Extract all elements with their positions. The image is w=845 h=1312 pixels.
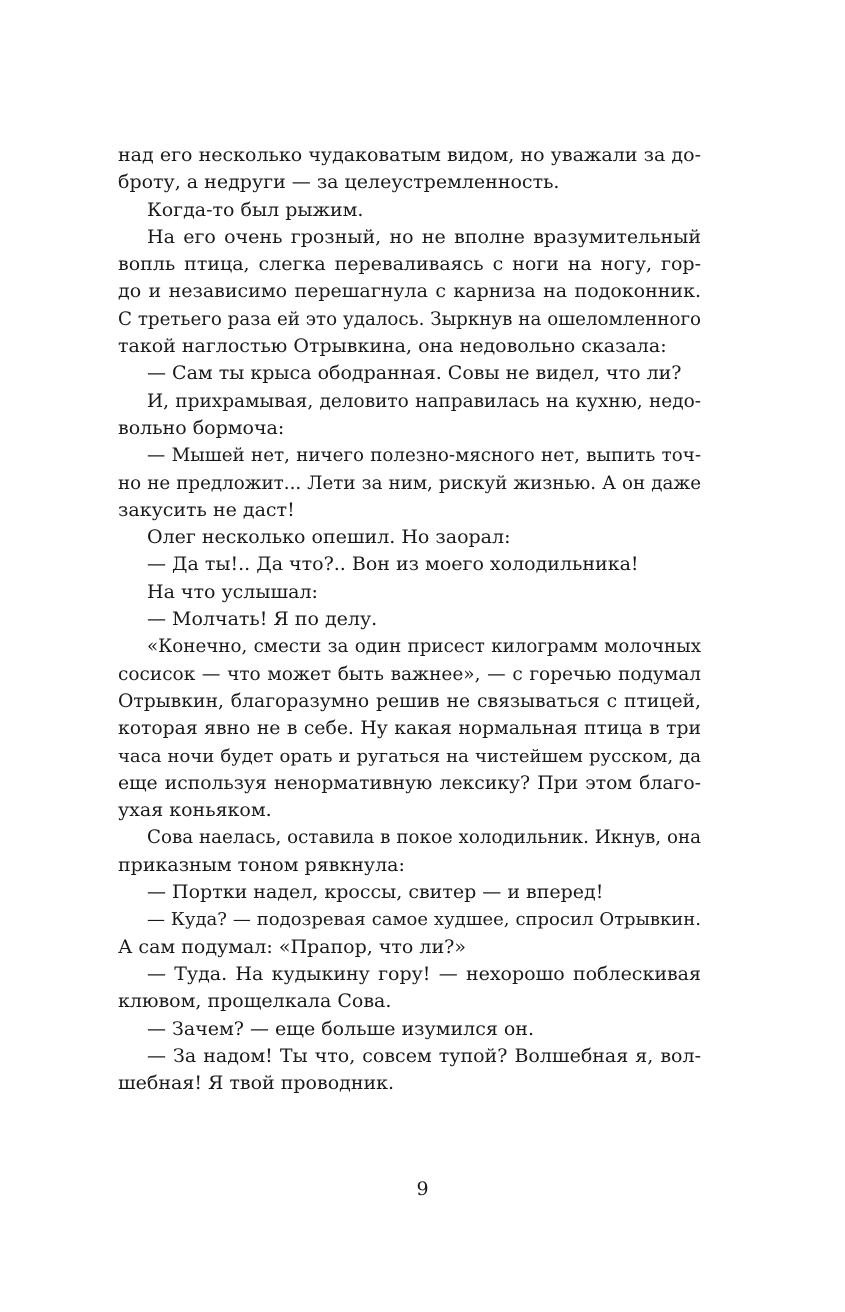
text-line: такой наглостью Отрывкина, она недовольно сказала: xyxy=(118,335,667,358)
text-line: часа ночи будет орать и ругаться на чистейшем русском, да xyxy=(118,745,701,767)
text-line: «Конечно, смести за один присест килограмм молочных xyxy=(147,636,701,658)
text-line: но не предложит... Лети за ним, рискуй жизнью. А он даже xyxy=(118,472,701,494)
text-line: — Зачем? — еще больше изумился он. xyxy=(147,1017,535,1040)
text-line: еще используя ненормативную лексику? При этом благо- xyxy=(118,772,701,794)
text-line: над его несколько чудаковатым видом, но уважали за до- xyxy=(118,144,701,166)
text-line: клювом, прощелкала Сова. xyxy=(118,990,392,1013)
text-line: сосисок — что может быть важнее», — с горечью подумал xyxy=(118,663,701,685)
text-line: И, прихрамывая, деловито направилась на кухню, недо- xyxy=(147,390,701,412)
text-line: шебная! Я твой проводник. xyxy=(118,1072,395,1095)
text-line: которая явно не в себе. Ну какая нормальная птица в три xyxy=(118,718,701,740)
text-line: броту, а недруги — за целеустремленность. xyxy=(118,171,560,194)
text-line: На его очень грозный, но не вполне вразумительный xyxy=(147,225,701,248)
text-line: — За надом! Ты что, совсем тупой? Волшебная я, вол- xyxy=(147,1044,701,1067)
text-line: — Молчать! Я по делу. xyxy=(147,608,378,631)
text-line: Сова наелась, оставила в покое холодильник. Икнув, она xyxy=(147,827,701,849)
text-line: приказным тоном рявкнула: xyxy=(118,853,405,876)
page-number: 9 xyxy=(416,1178,429,1200)
text-line: — Мышей нет, ничего полезно-мясного нет, выпить точ- xyxy=(147,445,701,467)
text-line: до и независимо перешагнула с карниза на подоконник. xyxy=(118,280,701,303)
text-line: Когда-то был рыжим. xyxy=(147,198,364,221)
text-line: — Портки надел, кроссы, свитер — и вперед! xyxy=(147,881,604,904)
body-text xyxy=(118,142,701,1097)
text-line: вопль птица, слегка переваливаясь с ноги на ногу, гор- xyxy=(118,253,701,276)
text-line: ухая коньяком. xyxy=(118,799,272,822)
text-line: — Да ты!.. Да что?.. Вон из моего холодильника! xyxy=(147,553,639,576)
text-line: Олег несколько опешил. Но заорал: xyxy=(147,526,511,549)
text-line: Отрывкин, благоразумно решив не связываться с птицей, xyxy=(118,690,701,712)
text-line: А сам подумал: «Прапор, что ли?» xyxy=(118,935,466,958)
text-line: — Туда. На кудыкину гору! — нехорошо поблескивая xyxy=(147,962,701,985)
text-line: вольно бормоча: xyxy=(118,416,285,439)
text-line: — Куда? — подозревая самое худшее, спросил Отрывкин. xyxy=(147,909,701,931)
text-line: — Сам ты крыса ободранная. Совы не видел, что ли? xyxy=(147,362,682,385)
text-line: закусить не даст! xyxy=(118,498,295,521)
text-line: На что услышал: xyxy=(147,580,318,603)
text-line: С третьего раза ей это удалось. Зыркнув на ошеломленного xyxy=(118,308,701,330)
